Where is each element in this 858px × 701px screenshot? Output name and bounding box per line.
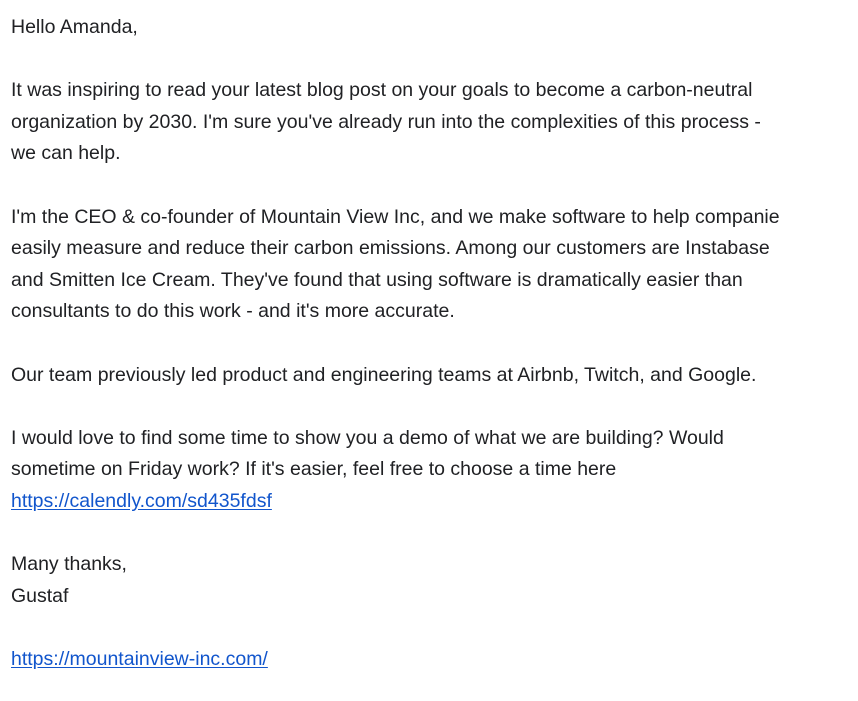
paragraph-line: sometime on Friday work? If it's easier, feel free to choose a time here [11,458,617,481]
paragraph-introduction [11,202,858,328]
spacer [11,44,858,76]
paragraph-line: we can help. [11,142,121,165]
closing: Many thanks, [11,553,127,576]
calendly-link-line [11,486,858,518]
spacer [11,518,858,550]
paragraph-demo-request [11,423,858,518]
paragraph-line: I'm the CEO & co-founder of Mountain View Inc, and we make software to help companie [11,205,780,228]
spacer [11,170,858,202]
paragraph-line: It was inspiring to read your latest blog post on your goals to become a carbon-neutral [11,79,753,102]
paragraph-blog-post [11,75,858,170]
signature-name: Gustaf [11,584,69,607]
website-link-line [11,644,858,676]
paragraph-line: I would love to find some time to show you a demo of what we are building? Would [11,426,724,449]
spacer [11,328,858,360]
spacer [11,612,858,644]
calendly-link[interactable]: https://calendly.com/sd435fdsf [11,489,272,512]
greeting: Hello Amanda, [11,16,138,38]
paragraph-line: organization by 2030. I'm sure you've already run into the complexities of this process - [11,110,761,133]
paragraph-line: and Smitten Ice Cream. They've found that using software is dramatically easier than [11,268,743,291]
paragraph-line: easily measure and reduce their carbon emissions. Among our customers are Instabase [11,237,770,260]
spacer [11,391,858,423]
email-body [11,0,858,675]
paragraph-line: Our team previously led product and engineering teams at Airbnb, Twitch, and Google. [11,363,757,386]
paragraph-line: consultants to do this work - and it's more accurate. [11,300,455,323]
paragraph-team [11,360,858,392]
website-link[interactable]: https://mountainview-inc.com/ [11,647,268,670]
sign-off [11,549,858,612]
